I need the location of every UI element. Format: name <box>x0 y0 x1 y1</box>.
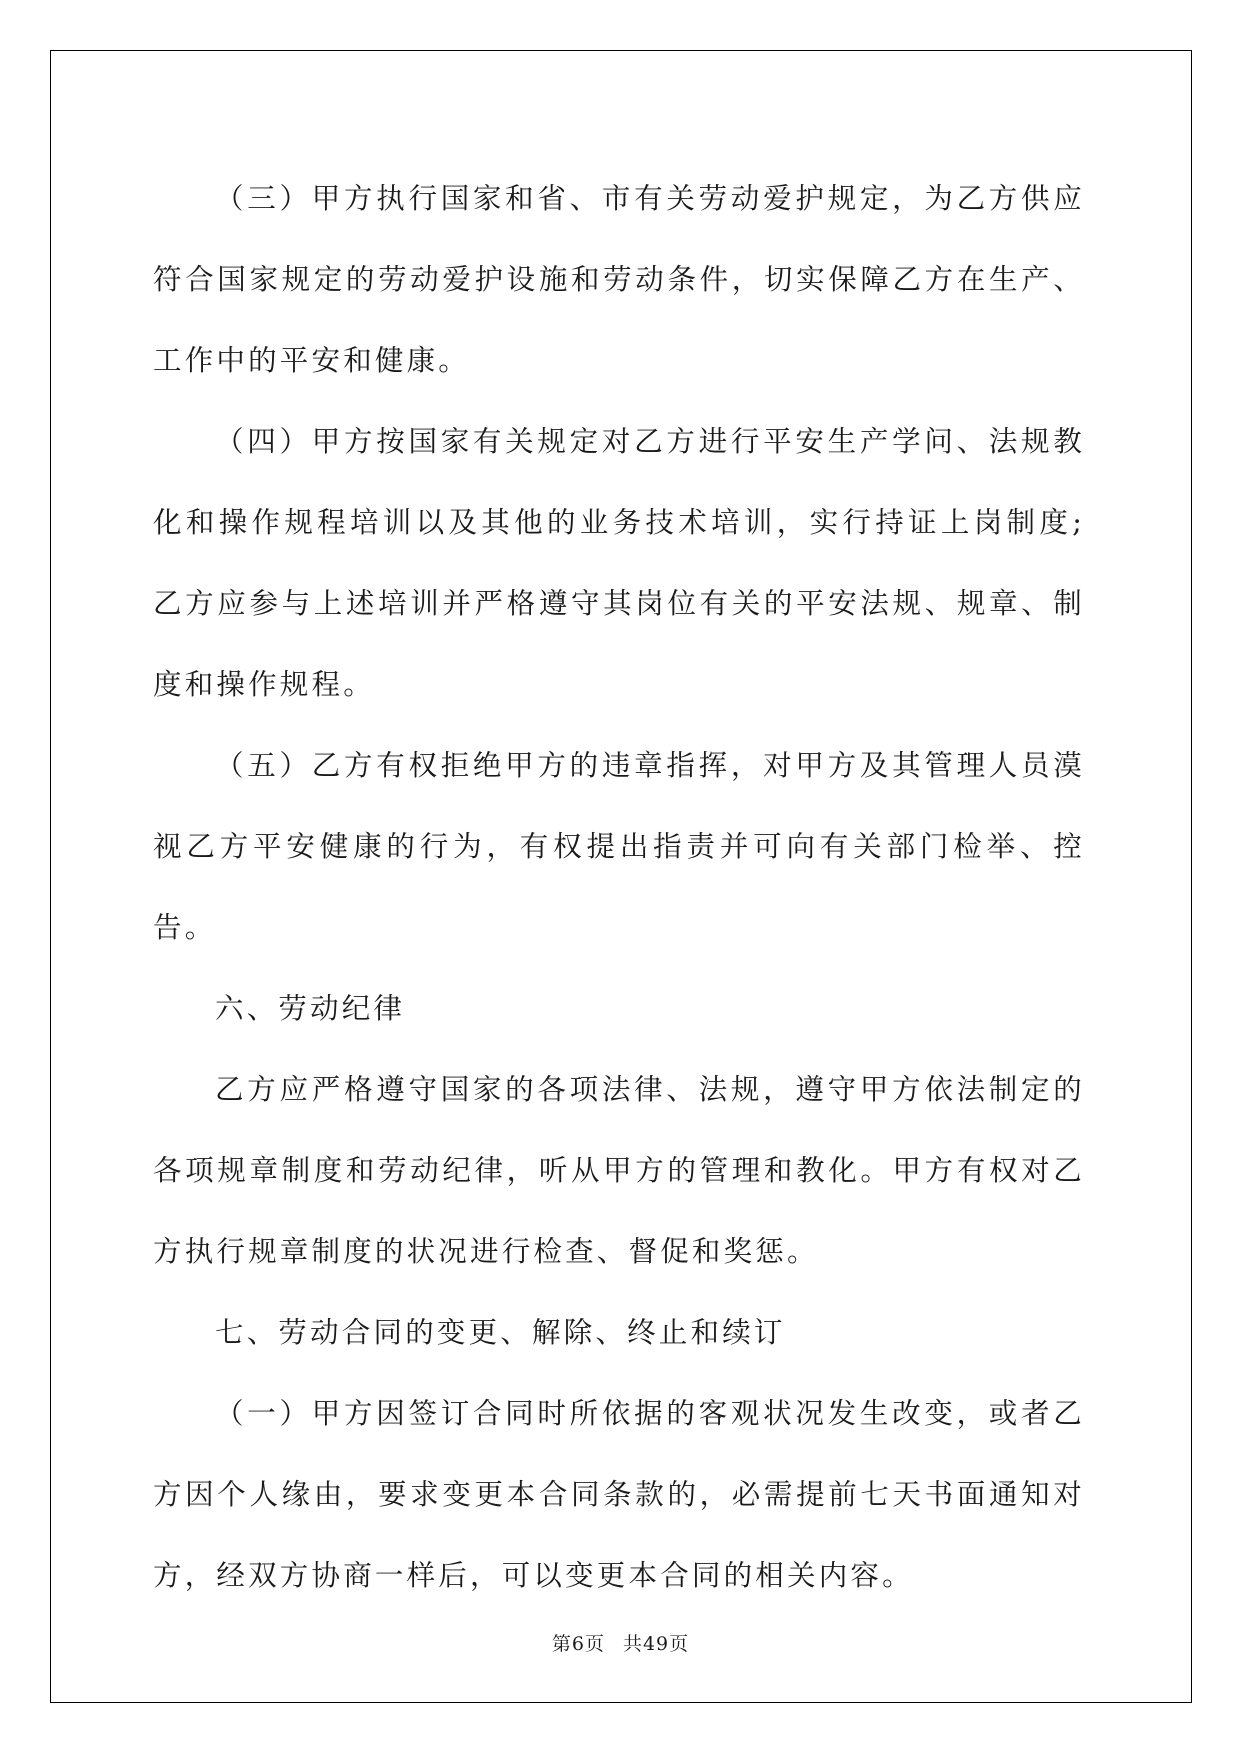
document-body <box>153 158 1085 1616</box>
page-footer <box>0 1629 1241 1656</box>
section-heading-labor-discipline: 六、劳动纪律 <box>215 992 406 1025</box>
paragraph-contract-modification: （一）甲方因签订合同时所依据的客观状况发生改变，或者乙方因个人缘由，要求变更本合同条款的，必需提前七天书面通知对方，经双方协商一样后，可以变更本合同的相关内容。 <box>153 1397 1085 1592</box>
paragraph-discipline: 乙方应严格遵守国家的各项法律、法规，遵守甲方依法制定的各项规章制度和劳动纪律，听从甲方的管理和教化。甲方有权对乙方执行规章制度的状况进行检查、督促和奖惩。 <box>153 1073 1085 1268</box>
paragraph-refuse-violation: （五）乙方有权拒绝甲方的违章指挥，对甲方及其管理人员漠视乙方平安健康的行为，有权提出指责并可向有关部门检举、控告。 <box>153 749 1085 944</box>
paragraph-safety-training: （四）甲方按国家有关规定对乙方进行平安生产学问、法规教化和操作规程培训以及其他的业务技术培训，实行持证上岗制度;乙方应参与上述培训并严格遵守其岗位有关的平安法规、规章、制度和操作规程。 <box>153 425 1085 701</box>
paragraph-safety-protection: （三）甲方执行国家和省、市有关劳动爱护规定，为乙方供应符合国家规定的劳动爱护设施和劳动条件，切实保障乙方在生产、工作中的平安和健康。 <box>153 182 1085 377</box>
total-page-count: 共49页 <box>622 1633 690 1655</box>
section-heading-contract-changes: 七、劳动合同的变更、解除、终止和续订 <box>215 1316 786 1349</box>
current-page-number: 第6页 <box>551 1633 605 1655</box>
